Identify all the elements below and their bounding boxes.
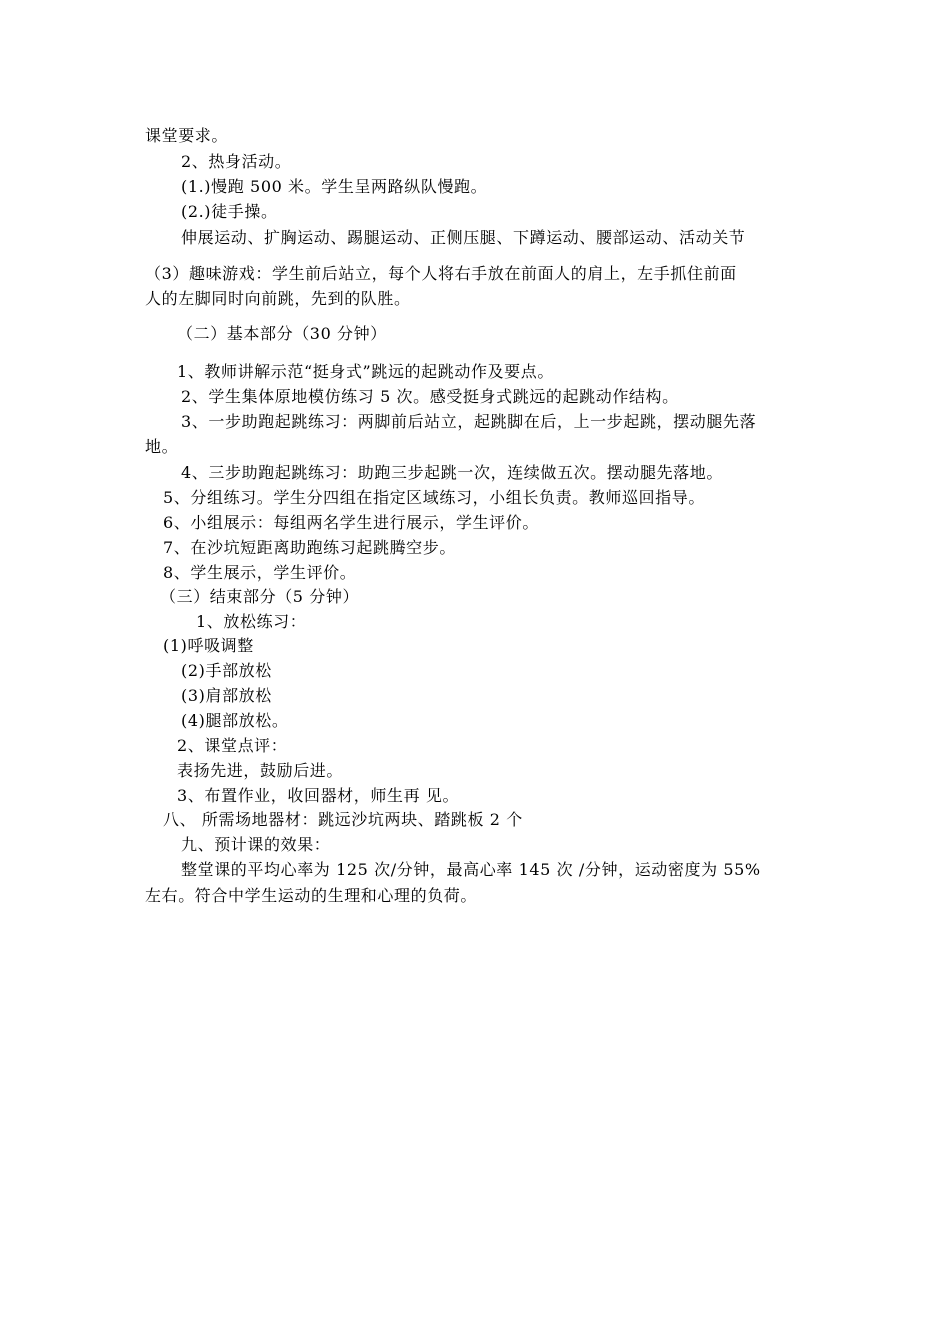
text-line: 人的左脚同时向前跳，先到的队胜。 xyxy=(145,289,411,308)
text-line: 课堂要求。 xyxy=(145,126,229,145)
text-line: 2、学生集体原地模仿练习 5 次。感受挺身式跳远的起跳动作结构。 xyxy=(181,387,679,406)
section-heading: （三）结束部分（5 分钟） xyxy=(160,587,360,606)
text-line: 左右。符合中学生运动的生理和心理的负荷。 xyxy=(145,886,478,905)
text-line: 1、放松练习： xyxy=(196,612,307,631)
text-line: 4、三步助跑起跳练习：助跑三步起跳一次，连续做五次。摆动腿先落地。 xyxy=(181,463,723,482)
text-line: 3、布置作业，收回器材，师生再 见。 xyxy=(177,786,460,805)
text-line: (2)手部放松 xyxy=(181,661,272,680)
section-heading: 八、 所需场地器材：跳远沙坑两块、踏跳板 2 个 xyxy=(163,810,523,829)
text-line: 3、一步助跑起跳练习：两脚前后站立，起跳脚在后，上一步起跳，摆动腿先落 xyxy=(181,412,757,431)
text-line: 6、小组展示：每组两名学生进行展示，学生评价。 xyxy=(163,513,539,532)
text-line: (1)呼吸调整 xyxy=(163,636,254,655)
text-line: 2、课堂点评： xyxy=(177,736,288,755)
text-line: 2、热身活动。 xyxy=(181,152,292,171)
section-heading: （二）基本部分（30 分钟） xyxy=(177,324,387,343)
text-line: 8、学生展示，学生评价。 xyxy=(163,563,357,582)
text-line: 1、教师讲解示范“挺身式”跳远的起跳动作及要点。 xyxy=(177,362,554,381)
text-line: 5、分组练习。学生分四组在指定区域练习，小组长负责。教师巡回指导。 xyxy=(163,488,705,507)
text-line: (1.)慢跑 500 米。学生呈两路纵队慢跑。 xyxy=(181,177,488,196)
text-line: 伸展运动、扩胸运动、踢腿运动、正侧压腿、下蹲运动、腰部运动、活动关节 xyxy=(181,228,746,247)
text-line: (2.)徒手操。 xyxy=(181,202,278,221)
text-line: (4)腿部放松。 xyxy=(181,711,289,730)
section-heading: 九、预计课的效果： xyxy=(181,835,331,854)
text-line: (3)肩部放松 xyxy=(181,686,272,705)
text-line: 地。 xyxy=(145,437,179,456)
text-line: 7、在沙坑短距离助跑练习起跳腾空步。 xyxy=(163,538,456,557)
text-line: （3）趣味游戏：学生前后站立，每个人将右手放在前面人的肩上，左手抓住前面 xyxy=(145,264,737,283)
text-line: 整堂课的平均心率为 125 次/分钟，最高心率 145 次 /分钟，运动密度为 55% xyxy=(181,860,761,879)
text-line: 表扬先进，鼓励后进。 xyxy=(177,761,344,780)
